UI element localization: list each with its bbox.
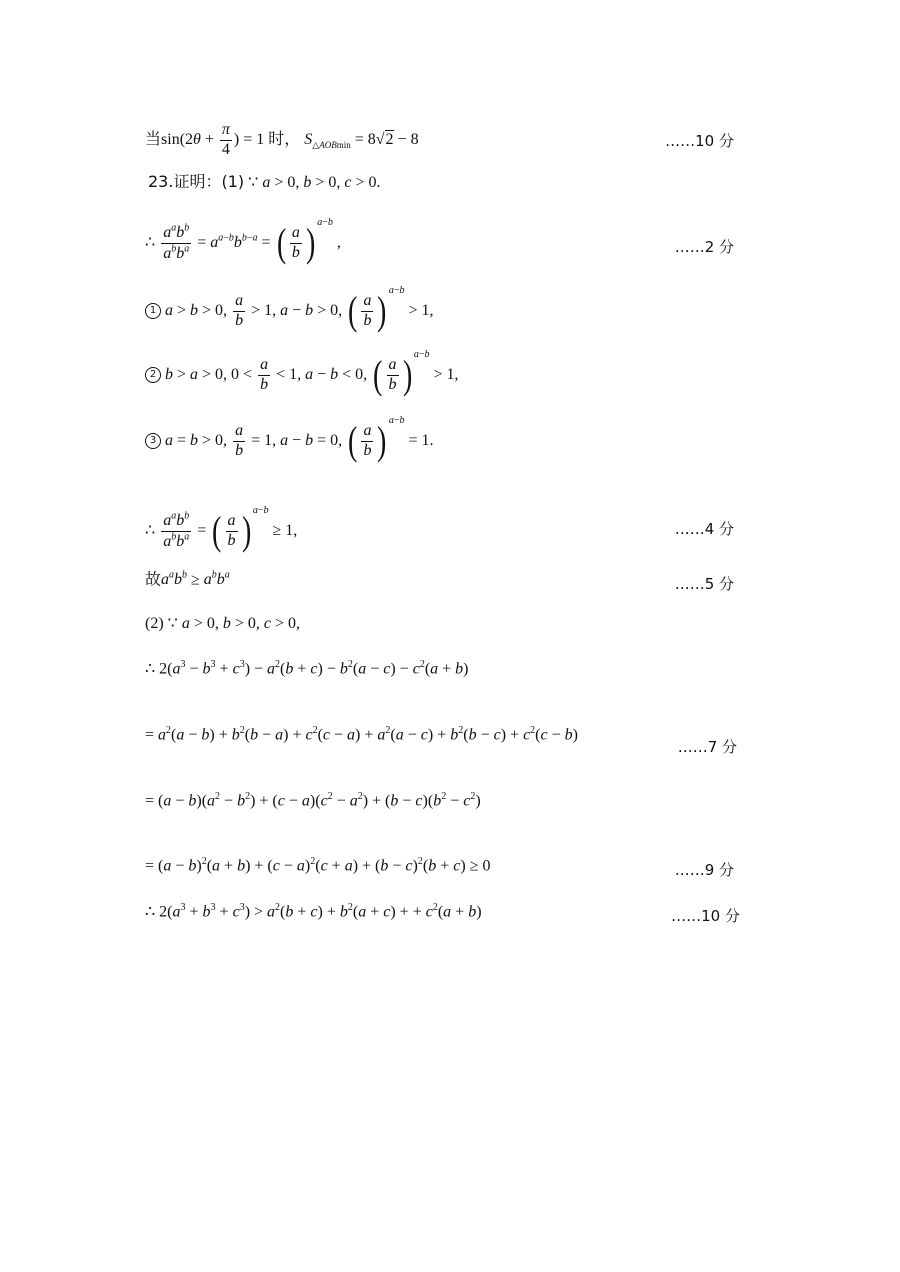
score-mark: ……9 分: [674, 861, 734, 879]
line-therefore-ge-1: ∴ $\frac{a^ab^b}{a^bb^a}$ = ( $\frac{a}{b}$ ) $^{a-b}$ ≥ 1,: [145, 505, 298, 554]
line-expansion-step-4: = $(a - b)^2(a + b) + (c - a)^2(c + a) + (b - c)^2(b + c) \ge 0$: [145, 856, 491, 875]
line-case-1: 1 a > b > 0, $\frac{a}{b}$ > 1, a − b > 0, ( $\frac{a}{b}$ ) $^{a-b}$ > 1,: [145, 286, 433, 331]
line-expansion-step-2: = $a^2(a - b) + b^2(b - a) + c^2(c - a) + a^2(a - c) + b^2(b - c) + c^2(c - b)$: [145, 725, 578, 744]
score-mark: ……7 分: [677, 738, 737, 756]
line-ratio-expression: ∴ $\frac{a^ab^b}{a^bb^a}$ = $a^{a-b}b^{b-a}$ = ( $\frac{a}{b}$ ) $^{a-b}$ ,: [145, 217, 341, 266]
score-mark: ……5 分: [674, 575, 734, 593]
line-case-3: 3 a = b > 0, $\frac{a}{b}$ = 1, a − b = 0, ( $\frac{a}{b}$ ) $^{a-b}$ = 1.: [145, 416, 433, 461]
line-expansion-start: ∴ $2(a^3 - b^3 + c^3) - a^2(b + c) - b^2(a - c) - c^2(a + b)$: [145, 659, 469, 678]
score-mark: ……10 分: [671, 907, 740, 925]
line-conclusion-1: 故$a^ab^b \ge a^bb^a$: [145, 569, 230, 589]
line-proof-start: 23.证明：(1) ∵ a > 0, b > 0, c > 0.: [148, 172, 381, 191]
line-final-conclusion: ∴ $2(a^3 + b^3 + c^3) > a^2(b + c) + b^2(a + c)$ + + $c^2(a + b)$: [145, 902, 482, 921]
line-part-2: (2) ∵ a > 0, b > 0, c > 0,: [145, 615, 301, 632]
score-mark: ……4 分: [674, 520, 734, 538]
score-mark: ……10 分: [665, 132, 734, 150]
line-case-2: 2 b > a > 0, 0 < $\frac{a}{b}$ < 1, a − b < 0, ( $\frac{a}{b}$ ) $^{a-b}$ > 1,: [145, 350, 459, 395]
line-expansion-step-3: = $(a - b)(a^2 - b^2) + (c - a)(c^2 - a^2) + (b - c)(b^2 - c^2)$: [145, 791, 481, 810]
line-sin-condition: 当sin(2θ + $\frac{\pi}{4}$ ) = 1 时， $S_{\triangle AOBmin} = 8√2 - 8$: [145, 121, 419, 158]
score-mark: ……2 分: [674, 238, 734, 256]
